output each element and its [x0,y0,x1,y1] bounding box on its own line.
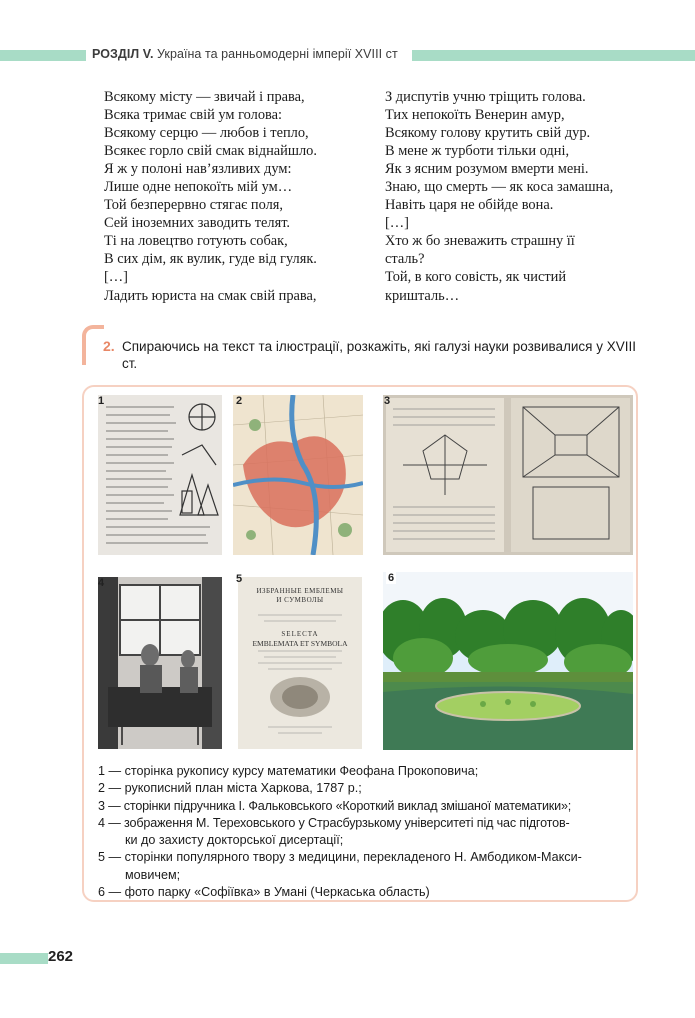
figure-label: 1 [98,395,105,407]
poem-line: Я ж у полоні нав’язливих дум: [104,161,292,178]
figure-3-textbook-pages [383,395,633,555]
figure-label: 3 [384,395,391,407]
caption-line: 5 — сторінки популярного твору з медицини, перекладеного Н. Амбодиком-Макси- [98,850,582,865]
running-header [92,47,398,61]
caption-line: 3 — сторінки підручника І. Фальковського «Короткий виклад змішаної математики»; [98,798,572,813]
caption-line: 6 — фото парку «Софіївка» в Умані (Черкаська область) [98,885,430,900]
figure-6-park-photo [383,572,633,750]
poem-line: Всякому голову крутить свій дур. [385,125,591,142]
poem-right-column [385,88,613,305]
task-text: Спираючись на текст та ілюстрації, розкажіть, які галузі науки розвивалися у XVIII ст. [122,339,637,371]
poem-line: сталь? [385,251,425,268]
caption-line: 4 — зображення М. Тереховського у Страсбурзькому університеті під час підготов- [98,815,570,830]
poem-line: Ті на ловецтво готують собак, [104,233,288,250]
caption-line: мовичем; [125,867,181,882]
poem-line: В мене ж турботи тільки одні, [385,143,570,160]
caption-line: 2 — рукописний план міста Харкова, 1787 р.; [98,781,362,796]
book-title-ru: ИЗБРАННЫЕ ЕМБЛЕМЫ И СУМВОЛЫ [256,587,344,604]
poem-line: Як з ясним розумом вмерти мені. [385,161,589,178]
section-title: Україна та ранньомодерні імперії XVIII ст [157,47,398,61]
section-label: РОЗДІЛ V. [92,47,154,61]
caption-line: ки до захисту докторської дисертації; [125,833,344,848]
book-title-la: EMBLEMATA ET SYMBOLA [252,639,348,648]
task-bracket [82,325,104,365]
figure-label: 6 [388,572,395,584]
figure-4-engraving [98,577,222,749]
figure-2-city-plan [233,395,363,555]
figure-5-title-page [238,577,362,749]
header-line-left [0,50,86,61]
poem-line: Всякеє горло свій смак віднайшло. [104,143,317,160]
figure-label: 2 [236,395,243,407]
poem-line: Всякому місту — звичай і права, [104,89,305,105]
poem-line: Всякому серцю — любов і тепло, [104,125,309,142]
poem-line: […] [104,269,128,286]
figure-captions [98,763,634,901]
poem-line: Той безперервно стягає поля, [104,197,284,214]
page-number: 262 [48,948,74,965]
caption-line: 1 — сторінка рукопису курсу математики Феофана Прокоповича; [98,764,479,778]
poem-line: Лише одне непокоїть мій ум… [104,179,293,196]
poem-line: З диспутів учню тріщить голова. [385,89,586,105]
poem-line: Ладить юриста на смак свій права, [104,287,317,304]
footer-bar [0,953,48,964]
poem-line: Той, в кого совість, як чистий [385,269,567,286]
figure-label: 5 [236,573,243,585]
figure-label: 4 [98,577,105,589]
poem-left-column [104,88,317,305]
poem-line: В сих дім, як вулик, гуде від гуляк. [104,251,317,268]
poem-line: Всяка тримає свій ум голова: [104,107,282,124]
poem-line: Сей іноземних заводить телят. [104,215,291,232]
poem-line: Навіть царя не обійде вона. [385,197,554,214]
poem-line: кришталь… [385,287,460,304]
poem-line: Тих непокоїть Венерин амур, [385,107,565,124]
poem-line: Знаю, що смерть — як коса замашна, [385,179,614,196]
header-line-right [412,50,695,61]
poem-line: […] [385,215,409,232]
figure-1-manuscript [98,395,222,555]
book-selecta: SELECTA [281,630,319,638]
poem-line: Хто ж бо зневажить страшну її [385,233,575,250]
task-number: 2. [103,338,115,354]
